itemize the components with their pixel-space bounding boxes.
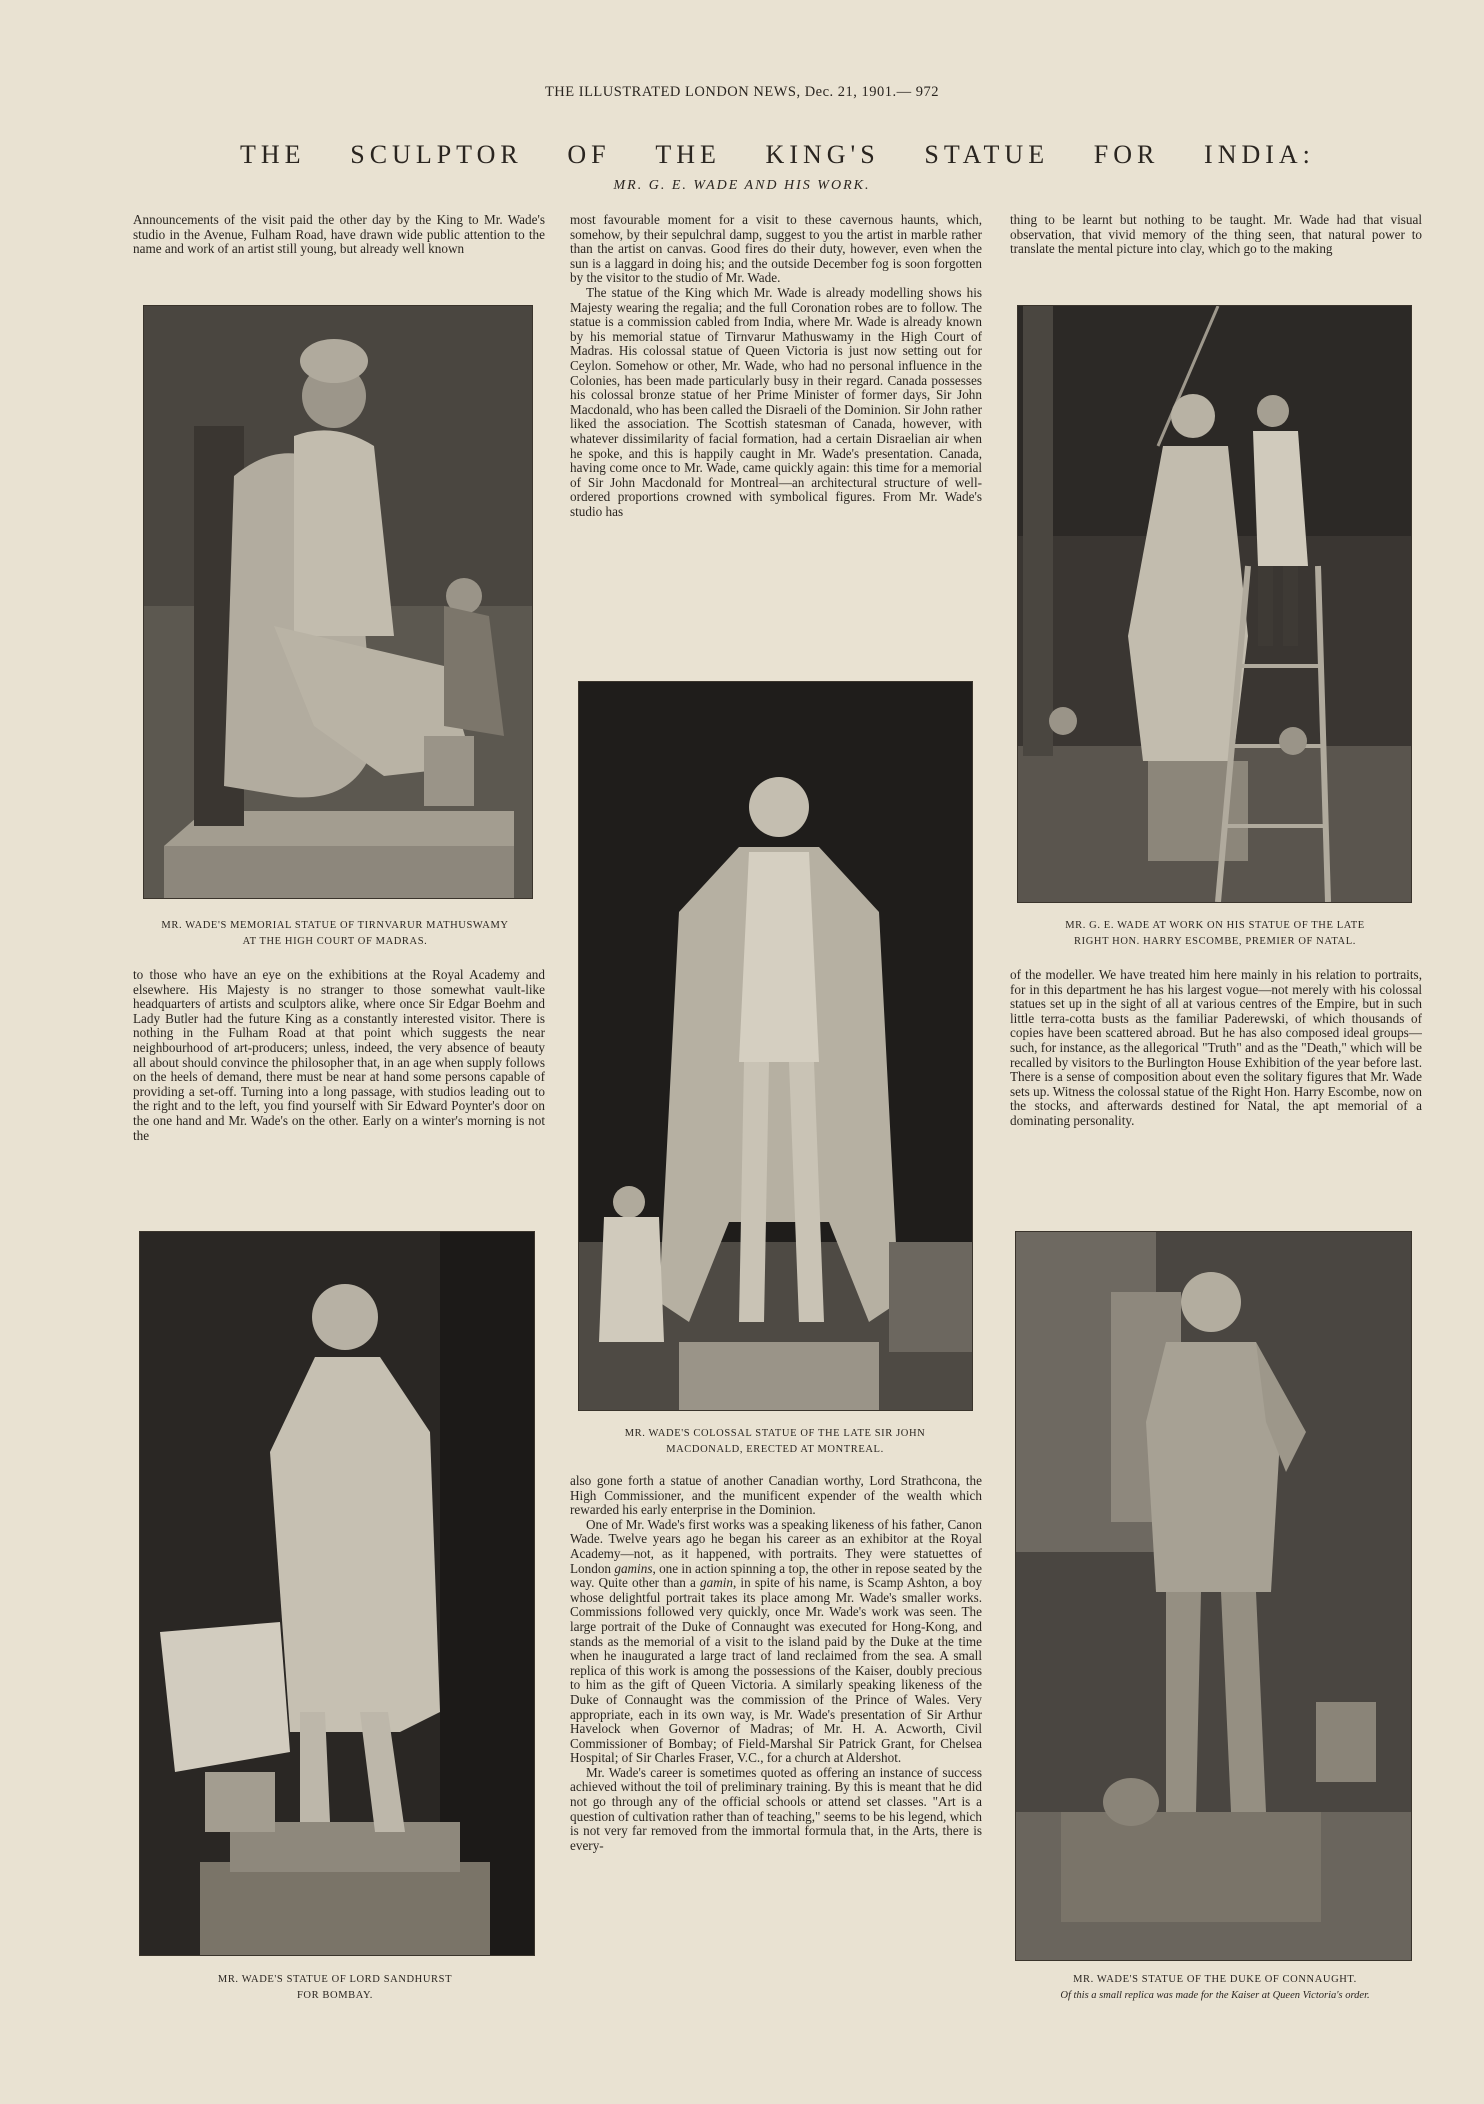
- photo-sandhurst-statue: [139, 1231, 535, 1956]
- paragraph: to those who have an eye on the exhibitions at the Royal Academy and elsewhere. His Majesty is no stranger to those somewhat vault-like headquarters of artists and sculptors alike, where once Sir Edgar Boehm and Lady Butler had the future King as a constantly interested visitor. There is nothing in the Fulham Road at that point which suggests the near neighbourhood of art-producers; unless, indeed, the very absence of beauty all about should convince the philosopher that, in an age when supply follows on the heels of demand, there must be near at hand some persons capable of providing a set-off. Turning into a long passage, with studios leading out to the right and to the left, you find yourself with Sir Edward Poynter's door on the one hand and Mr. Wade's on the other. Early on a winter's morning is not the: [133, 968, 545, 1143]
- caption-note: Of this a small replica was made for the Kaiser at Queen Victoria's order.: [1060, 1990, 1370, 2001]
- caption-line: MR. WADE'S STATUE OF THE DUKE OF CONNAUGHT.: [1073, 1974, 1357, 1985]
- caption-line: MACDONALD, ERECTED AT MONTREAL.: [666, 1444, 884, 1455]
- paragraph: most favourable moment for a visit to these cavernous haunts, which, somehow, by their sepulchral damp, suggest to you the artist in marble rather than the artist on canvas. Good fires do their duty, however, even when the sun is a laggard in doing his; and the outside December fog is soon forgotten by the visitor to the studio of Mr. Wade.: [570, 213, 982, 286]
- text-run: , in spite of his name, is Scamp Ashton, a boy whose delightful portrait takes its place among Mr. Wade's smaller works. Commissions followed very quickly, once Mr. Wade's work was seen. The large portrait of the Duke of Connaught was executed for Hong-Kong, and stands as the memorial of a visit to the island paid by the Duke at the time when he inaugurated a large tract of land reclaimed from the sea. A small replica of this work is among the possessions of the Kaiser, doubly precious to him as the gift of Queen Victoria. A similarly speaking likeness of the Duke of Connaught was the commission of the Prince of Wales. Very appropriate, each in its own way, is Mr. Wade's presentation of Sir Arthur Havelock when Governor of Madras; of Mr. H. A. Acworth, Civil Commissioner of Bombay; of Field-Marshal Sir Patrick Grant, for Chelsea Hospital; of Sir Charles Fraser, V.C., for a church at Aldershot.: [570, 1575, 982, 1766]
- photo-escombe-studio: [1017, 305, 1412, 903]
- photo-mathuswamy-statue: [143, 305, 533, 899]
- caption-line: MR. WADE'S STATUE OF LORD SANDHURST: [217, 1974, 453, 1985]
- caption-mathuswamy: [120, 918, 550, 950]
- paragraph: Announcements of the visit paid the other day by the King to Mr. Wade's studio in the Avenue, Fulham Road, have drawn wide public attention to the name and work of an artist still young, but already well known: [133, 213, 545, 257]
- caption-line: FOR BOMBAY.: [296, 1990, 374, 2001]
- article-text-col3-top: [1010, 213, 1422, 276]
- italic-word: gamins: [614, 1560, 653, 1576]
- title-word: KING'S: [765, 140, 880, 169]
- text-run: , one in action spinning a top, the other in repose seated by the way. Quite other than a: [570, 1560, 982, 1591]
- title-word: STATUE: [924, 140, 1050, 169]
- paragraph: Mr. Wade's career is sometimes quoted as offering an instance of success achieved without the toil of preliminary training. By this is meant that he did not go through any of the official schools or attend set classes. "Art is a question of cultivation rather than of teaching," seems to be his legend, which is not very far removed from the immortal formula that, in the Arts, there is every-: [570, 1764, 982, 1853]
- paragraph: [570, 1518, 982, 1766]
- title-word: THE: [655, 140, 721, 169]
- caption-line: MR. WADE'S COLOSSAL STATUE OF THE LATE SIR JOHN: [624, 1428, 926, 1439]
- paragraph: The statue of the King which Mr. Wade is already modelling shows his Majesty wearing the regalia; and the full Coronation robes are to follow. The statue is a commission cabled from India, where Mr. Wade is already known by his memorial statue of Tirnvarur Mathuswamy in the High Court of Madras. His colossal statue of Queen Victoria is just now setting out for Ceylon. Somehow or other, Mr. Wade, who had no personal influence in the Colonies, has been made particularly busy in their regard. Canada possesses his colossal bronze statue of her Prime Minister of former days, Sir John Macdonald, who has been called the Disraeli of the Dominion. Sir John rather liked the association. The Scottish statesman of Canada, however, with whatever dissimilarity of facial formation, had a certain Disraelian air when he spoke, and this is happily caught in Mr. Wade's presentation. Canada, having come once to Mr. Wade, came quickly again: this time for a memorial of Sir John Macdonald for Montreal—an architectural structure of well-ordered proportions crowned with symbolical figures. From Mr. Wade's studio has: [570, 284, 982, 519]
- article-text-col3-bottom: [1010, 968, 1422, 1200]
- text-run: One of Mr. Wade's first works was a speaking likeness of his father, Canon Wade. Twelve years ago he began his career as an exhibitor at the Royal Academy—not, as it happened, with portraits. They were statuettes of London: [570, 1516, 982, 1576]
- title-word: INDIA:: [1204, 140, 1315, 169]
- paragraph: thing to be learnt but nothing to be taught. Mr. Wade had that visual observation, that vivid memory of the thing seen, that natural power to translate the mental picture into clay, which go to the making: [1010, 213, 1422, 257]
- caption-line: MR. G. E. WADE AT WORK ON HIS STATUE OF THE LATE: [1065, 920, 1365, 931]
- caption-connaught: [995, 1972, 1435, 2004]
- caption-line: RIGHT HON. HARRY ESCOMBE, PREMIER OF NATAL.: [1074, 936, 1356, 947]
- article-text-col2-bottom: [570, 1474, 982, 2009]
- title-word: FOR: [1093, 140, 1160, 169]
- paragraph: also gone forth a statue of another Canadian worthy, Lord Strathcona, the High Commissioner, and the munificent expender of the wealth which rewarded his early enterprise in the Dominion.: [570, 1474, 982, 1518]
- article-text-col1-bottom: [133, 968, 545, 1200]
- page-subtitle: MR. G. E. WADE AND HIS WORK.: [613, 178, 871, 193]
- running-head: THE ILLUSTRATED LONDON NEWS, Dec. 21, 1901.— 972: [544, 84, 940, 100]
- caption-escombe: [995, 918, 1435, 950]
- italic-word: gamin: [700, 1575, 733, 1591]
- article-text-col2-top: [570, 213, 982, 651]
- caption-macdonald: [560, 1426, 990, 1458]
- caption-line: MR. WADE'S MEMORIAL STATUE OF TIRNVARUR MATHUSWAMY: [161, 920, 509, 931]
- title-word: OF: [567, 140, 611, 169]
- title-word: SCULPTOR: [350, 140, 523, 169]
- page-title: [240, 140, 1315, 170]
- caption-line: AT THE HIGH COURT OF MADRAS.: [242, 936, 428, 947]
- article-text-col1-top: [133, 213, 545, 276]
- paragraph: of the modeller. We have treated him here mainly in his relation to portraits, for in this department he has his largest vogue—not merely with his colossal statues set up in the sight of all at various centres of the Empire, but in such little terra-cotta busts as the familiar Paderewski, of which thousands of copies have been scattered abroad. But he has also composed ideal groups—such, for instance, as the allegorical "Truth" and as the "Death," which will be recalled by visitors to the Burlington House Exhibition of the year before last. There is a sense of composition about even the solitary figures that Mr. Wade sets up. Witness the colossal statue of the Right Hon. Harry Escombe, now on the stocks, and afterwards destined for Natal, the apt memorial of a dominating personality.: [1010, 968, 1422, 1128]
- photo-connaught-statue: [1015, 1231, 1412, 1961]
- photo-macdonald-statue: [578, 681, 973, 1411]
- caption-sandhurst: [130, 1972, 540, 2004]
- title-word: THE: [240, 140, 306, 169]
